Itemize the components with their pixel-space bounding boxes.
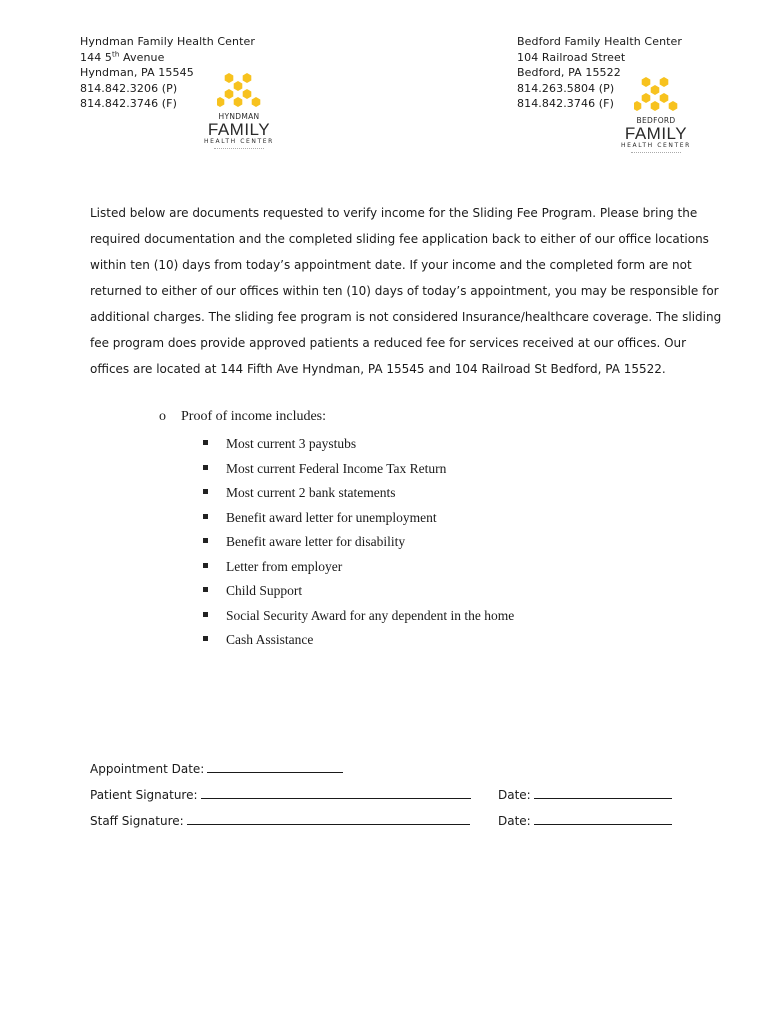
list-item	[203, 508, 514, 533]
staff-date-blank[interactable]	[534, 812, 672, 825]
list-item-text: Cash Assistance	[226, 632, 314, 647]
list-item-text: Child Support	[226, 583, 303, 598]
honeycomb-cell	[225, 89, 234, 99]
income-documents-list	[203, 434, 514, 655]
honeycomb-cell	[243, 89, 252, 99]
hyndman-fax: 814.842.3746 (F)	[80, 97, 177, 110]
bedford-phone: 814.263.5804 (P)	[517, 81, 615, 95]
bedford-street: 104 Railroad Street	[517, 50, 626, 64]
honeycomb-cell	[642, 93, 651, 103]
square-bullet-icon	[203, 538, 208, 543]
honeycomb-cell	[660, 77, 669, 87]
bedford-logo-sub-text: HEALTH CENTER	[621, 142, 691, 149]
list-item	[203, 459, 514, 484]
honeycomb-cell	[651, 85, 660, 95]
patient-signature-label: Patient Signature:	[90, 788, 198, 802]
square-bullet-icon	[203, 587, 208, 592]
honeycomb-icon	[634, 76, 678, 116]
list-item	[203, 630, 514, 655]
income-heading	[159, 409, 326, 425]
list-item-text: Letter from employer	[226, 558, 343, 574]
hyndman-street: 144 5th Avenue	[80, 49, 165, 64]
honeycomb-cell	[217, 97, 224, 107]
honeycomb-cell	[234, 81, 243, 91]
square-bullet-icon	[203, 489, 208, 494]
staff-date-label: Date:	[498, 814, 531, 828]
appointment-date-blank[interactable]	[207, 760, 343, 773]
bedford-fax: 814.842.3746 (F)	[517, 97, 614, 110]
intro-line: additional charges. The sliding fee program is not considered Insurance/healthcare coverage. The sliding	[90, 310, 722, 324]
bedford-logo	[616, 76, 696, 154]
square-bullet-icon	[203, 440, 208, 445]
square-bullet-icon	[203, 612, 208, 617]
patient-signature-field	[90, 786, 471, 802]
intro-line: required documentation and the completed sliding fee application back to either of our office locations	[90, 232, 709, 246]
list-item-text: Most current 2 bank statements	[226, 485, 396, 500]
hyndman-city: Hyndman, PA 15545	[80, 66, 194, 79]
bedford-logo-divider	[631, 152, 681, 154]
bedford-logo-top-text: BEDFORD	[636, 116, 676, 125]
honeycomb-cell	[243, 73, 252, 83]
square-bullet-icon	[203, 563, 208, 568]
list-item	[203, 483, 514, 508]
intro-line: offices are located at 144 Fifth Ave Hyndman, PA 15545 and 104 Railroad St Bedford, PA 15522.	[90, 362, 666, 376]
intro-line: fee program does provide approved patients a reduced fee for services received at our offices. Our	[90, 336, 687, 350]
circle-bullet-icon: o	[159, 409, 166, 424]
patient-date-field	[498, 786, 672, 802]
honeycomb-cell	[660, 93, 669, 103]
hyndman-logo-top-text: HYNDMAN	[218, 112, 260, 121]
honeycomb-cell	[634, 101, 641, 111]
hyndman-logo-family-text: FAMILY	[207, 120, 271, 139]
list-item-text: Benefit award letter for unemployment	[226, 509, 437, 525]
hyndman-office-name: Hyndman Family Health Center	[80, 35, 255, 48]
patient-date-label: Date:	[498, 788, 531, 802]
list-item	[203, 532, 514, 557]
hyndman-logo-sub-text: HEALTH CENTER	[204, 138, 274, 145]
honeycomb-icon	[217, 72, 261, 112]
staff-signature-blank[interactable]	[187, 812, 470, 825]
list-item-text: Most current Federal Income Tax Return	[226, 460, 447, 476]
square-bullet-icon	[203, 465, 208, 470]
hyndman-logo	[199, 72, 279, 150]
appointment-date-field	[90, 760, 343, 776]
list-item	[203, 581, 514, 606]
list-item-text: Benefit aware letter for disability	[226, 534, 406, 549]
bedford-logo-family-text: FAMILY	[624, 124, 688, 143]
bedford-office-name: Bedford Family Health Center	[517, 35, 683, 48]
income-heading-text: Proof of income includes:	[181, 409, 327, 424]
honeycomb-cell	[642, 77, 651, 87]
honeycomb-cell	[651, 101, 660, 111]
intro-line: Listed below are documents requested to verify income for the Sliding Fee Program. Please bring the	[90, 206, 698, 220]
intro-line: returned to either of our offices within ten (10) days of today’s appointment, you may be responsible for	[90, 284, 719, 298]
honeycomb-cell	[234, 97, 243, 107]
hyndman-phone: 814.842.3206 (P)	[80, 81, 178, 95]
square-bullet-icon	[203, 514, 208, 519]
list-item-text: Most current 3 paystubs	[226, 436, 357, 451]
list-item	[203, 557, 514, 582]
list-item	[203, 606, 514, 631]
staff-signature-label: Staff Signature:	[90, 814, 184, 828]
honeycomb-cell	[252, 97, 261, 107]
honeycomb-cell	[669, 101, 678, 111]
staff-signature-field	[90, 812, 470, 828]
staff-date-field	[498, 812, 672, 828]
square-bullet-icon	[203, 636, 208, 641]
intro-paragraph	[90, 200, 722, 382]
patient-signature-blank[interactable]	[201, 786, 471, 799]
list-item	[203, 434, 514, 459]
list-item-text: Social Security Award for any dependent in the home	[226, 607, 515, 623]
appointment-date-label: Appointment Date:	[90, 762, 205, 776]
hyndman-logo-divider	[214, 148, 264, 150]
honeycomb-cell	[225, 73, 234, 83]
intro-line: within ten (10) days from today’s appointment date. If your income and the completed form are not	[90, 258, 692, 272]
patient-date-blank[interactable]	[534, 786, 672, 799]
bedford-city: Bedford, PA 15522	[517, 66, 621, 79]
